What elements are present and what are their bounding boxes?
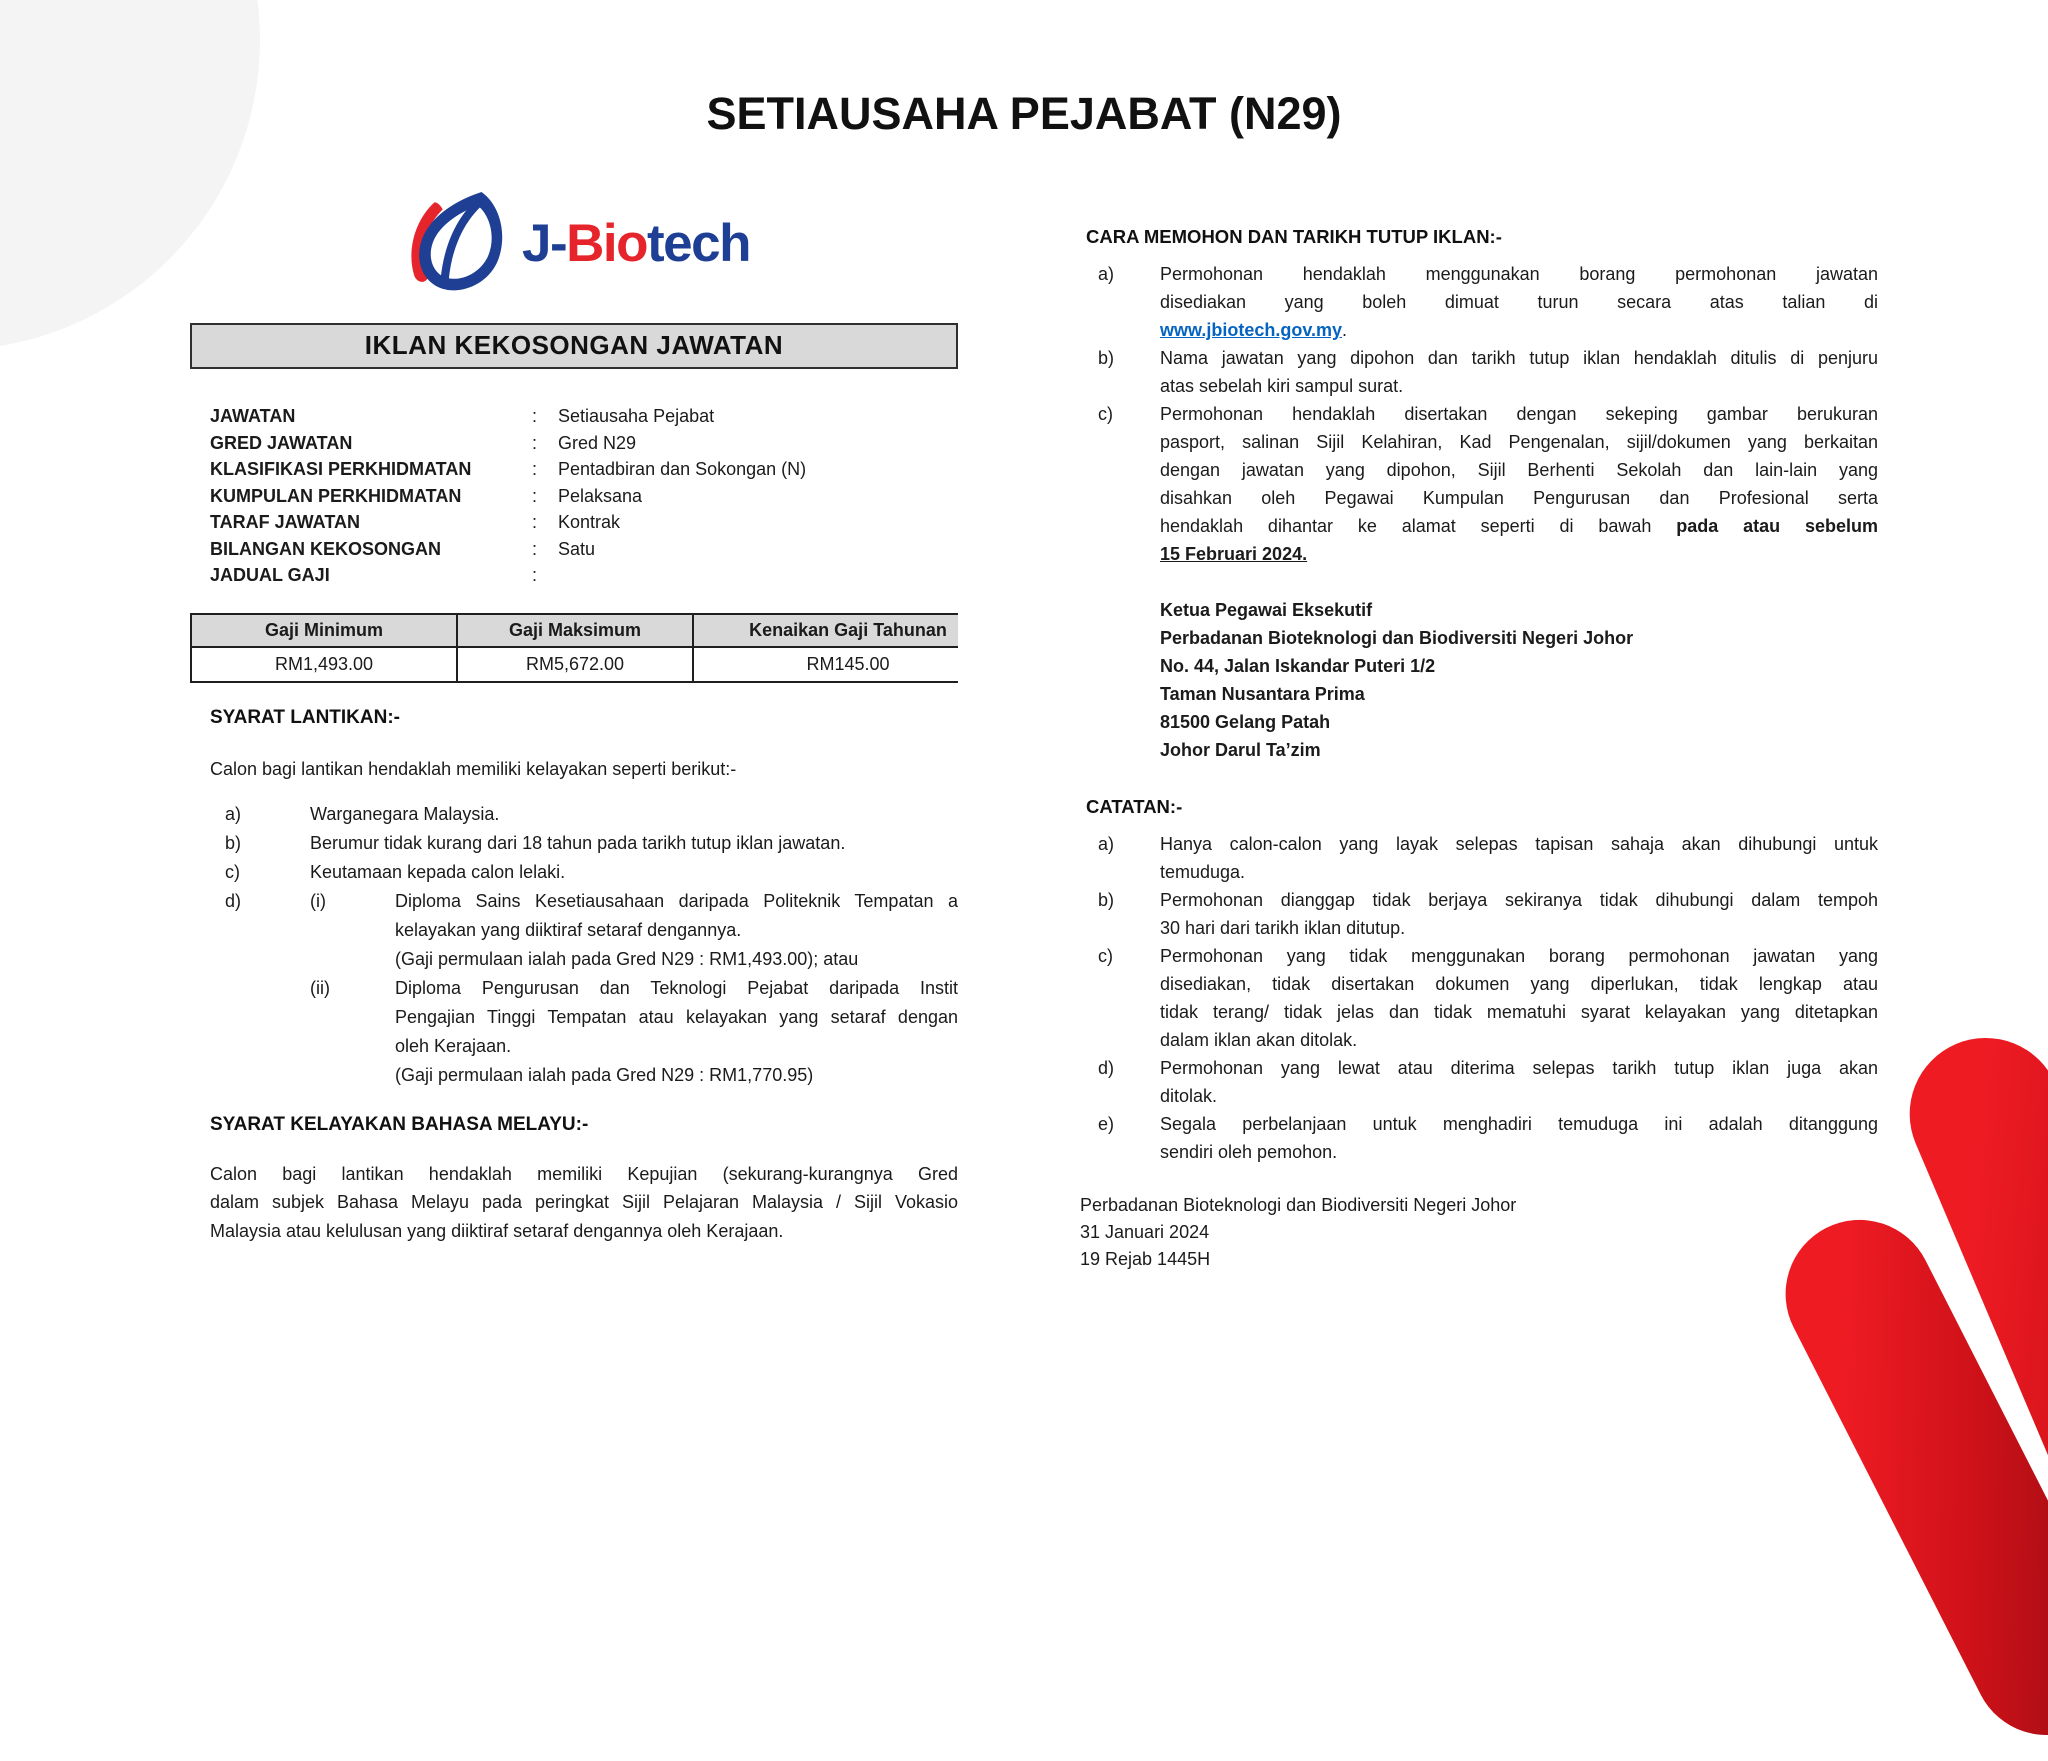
- text-line: Diploma Pengurusan dan Teknologi Pejabat daripada Instit: [395, 977, 958, 998]
- footer-date: 31 Januari 2024: [1080, 1222, 1210, 1242]
- list-marker: a): [1098, 834, 1115, 854]
- text-line: Malaysia atau kelulusan yang diiktiraf setaraf dengannya oleh Kerajaan.: [210, 1220, 784, 1241]
- text-line: sendiri oleh pemohon.: [1160, 1142, 1338, 1162]
- text-line: Berumur tidak kurang dari 18 tahun pada tarikh tutup iklan jawatan.: [310, 832, 846, 853]
- text-line: Hanya calon-calon yang layak selepas tapisan sahaja akan dihubungi untuk: [1160, 834, 1878, 854]
- mailing-address: [1160, 596, 1878, 764]
- job-info-row: [210, 403, 958, 430]
- syarat-bm-heading: SYARAT KELAYAKAN BAHASA MELAYU:-: [210, 1113, 589, 1135]
- text-line: Warganegara Malaysia.: [310, 803, 500, 824]
- address-line: 81500 Gelang Patah: [1160, 712, 1331, 732]
- deadline-date: 15 Februari 2024.: [1160, 544, 1308, 564]
- colon: :: [532, 406, 538, 426]
- job-info-row: [210, 483, 958, 510]
- salary-header-cell: Gaji Maksimum: [457, 614, 693, 647]
- list-item: [1080, 400, 1878, 568]
- colon: :: [532, 565, 538, 585]
- list-item: [190, 800, 958, 829]
- logo-text-tech: tech: [647, 213, 750, 273]
- job-info-value: Setiausaha Pejabat: [558, 406, 715, 426]
- logo-text-j: J-: [522, 213, 567, 273]
- list-marker: b): [1098, 890, 1115, 910]
- job-info-row: [210, 562, 958, 589]
- list-item: [190, 829, 958, 858]
- text-line: oleh Kerajaan.: [395, 1035, 512, 1056]
- page-title: SETIAUSAHA PEJABAT (N29): [706, 88, 1342, 139]
- logo-text-bio: Bio: [566, 213, 648, 273]
- list-item: [1080, 1110, 1878, 1166]
- salary-value-cell: RM145.00: [693, 647, 958, 682]
- list-item: [1080, 942, 1878, 1054]
- list-marker: d): [1098, 1058, 1115, 1078]
- text-line: Permohonan yang lewat atau diterima selepas tarikh tutup iklan juga akan: [1160, 1058, 1878, 1078]
- link-period: .: [1342, 320, 1348, 340]
- text-line: Keutamaan kepada calon lelaki.: [310, 861, 566, 882]
- document-footer: [1080, 1192, 1878, 1273]
- cara-memohon-heading: CARA MEMOHON DAN TARIKH TUTUP IKLAN:-: [1086, 226, 1502, 247]
- vacancy-banner: IKLAN KEKOSONGAN JAWATAN: [190, 323, 958, 369]
- salary-table: [190, 613, 958, 683]
- text-line: 30 hari dari tarikh iklan ditutup.: [1160, 918, 1406, 938]
- footer-hijri-date: 19 Rejab 1445H: [1080, 1249, 1211, 1269]
- text-line: pasport, salinan Sijil Kelahiran, Kad Pengenalan, sijil/dokumen yang berkaitan: [1160, 432, 1878, 452]
- topleft-blob-decoration: [0, 0, 260, 350]
- list-marker: c): [1098, 404, 1113, 424]
- text-line: [1160, 540, 1878, 568]
- salary-value-cell: RM5,672.00: [457, 647, 693, 682]
- job-info-value: [558, 562, 958, 589]
- logo-text: [522, 213, 750, 280]
- list-marker: d): [225, 890, 242, 911]
- sub-list-item: [310, 974, 958, 1090]
- list-item: [1080, 1054, 1878, 1110]
- job-info-value: Satu: [558, 538, 596, 559]
- syarat-bm-paragraph: [190, 1160, 958, 1246]
- list-marker: (i): [310, 890, 326, 911]
- list-marker: c): [1098, 946, 1113, 966]
- colon: :: [532, 485, 538, 506]
- job-info-value: Pentadbiran dan Sokongan (N): [558, 459, 807, 479]
- text-line: Calon bagi lantikan hendaklah memiliki Kepujian (sekurang-kurangnya Gred: [210, 1163, 958, 1184]
- list-marker: (ii): [310, 977, 330, 998]
- text-line: disediakan yang boleh dimuat turun secara atas talian di: [1160, 292, 1878, 312]
- job-info-label: BILANGAN KEKOSONGAN: [210, 538, 442, 559]
- list-item: [1080, 260, 1878, 344]
- text-line: dalam iklan akan ditolak.: [1160, 1030, 1358, 1050]
- text-line: ditolak.: [1160, 1086, 1218, 1106]
- text-line: Permohonan hendaklah disertakan dengan sekeping gambar berukuran: [1160, 404, 1878, 424]
- list-marker: c): [225, 861, 240, 882]
- text-line: Pengajian Tinggi Tempatan atau kelayakan yang setaraf dengan: [395, 1006, 958, 1027]
- text-line: (Gaji permulaan ialah pada Gred N29 : RM1,770.95): [395, 1064, 814, 1085]
- list-item: [1080, 886, 1878, 942]
- cara-memohon-list: [1080, 260, 1878, 568]
- job-info-label: TARAF JAWATAN: [210, 512, 360, 532]
- address-line: No. 44, Jalan Iskandar Puteri 1/2: [1160, 656, 1436, 676]
- list-item: [190, 858, 958, 887]
- syarat-lantikan-heading: SYARAT LANTIKAN:-: [210, 706, 400, 728]
- list-item: [190, 887, 958, 1090]
- left-document-column: [190, 323, 958, 1303]
- address-line: Johor Darul Ta’zim: [1160, 740, 1321, 760]
- job-info-row: [210, 509, 958, 536]
- syarat-lantikan-intro: Calon bagi lantikan hendaklah memiliki kelayakan seperti berikut:-: [210, 758, 737, 779]
- text-line: dalam subjek Bahasa Melayu pada peringkat Sijil Pelajaran Malaysia / Sijil Vokasio: [210, 1192, 958, 1212]
- right-document-column: [1080, 226, 1878, 1273]
- address-line: Ketua Pegawai Eksekutif: [1160, 600, 1373, 620]
- list-item: [1080, 830, 1878, 886]
- catatan-list: [1080, 830, 1878, 1166]
- text-line: Segala perbelanjaan untuk menghadiri temuduga ini adalah ditanggung: [1160, 1114, 1878, 1134]
- sub-list-item: [310, 887, 958, 974]
- text-line: (Gaji permulaan ialah pada Gred N29 : RM1,493.00); atau: [395, 948, 859, 969]
- text-line: temuduga.: [1160, 862, 1246, 882]
- leaf-icon: [402, 190, 514, 302]
- job-info-value: Kontrak: [558, 512, 621, 532]
- text-line: disediakan, tidak disertakan dokumen yang diperlukan, tidak lengkap atau: [1160, 974, 1878, 994]
- catatan-heading: CATATAN:-: [1086, 796, 1183, 817]
- job-info-row: [210, 430, 958, 457]
- list-item: [1080, 344, 1878, 400]
- job-info-label: KUMPULAN PERKHIDMATAN: [210, 485, 462, 506]
- text-line: kelayakan yang diiktiraf setaraf dengannya.: [395, 919, 742, 940]
- text-line: Permohonan yang tidak menggunakan borang permohonan jawatan yang: [1160, 946, 1878, 966]
- jbiotech-link[interactable]: www.jbiotech.gov.my: [1160, 320, 1343, 340]
- job-info-block: [190, 403, 958, 589]
- address-line: Perbadanan Bioteknologi dan Biodiversiti Negeri Johor: [1160, 628, 1634, 648]
- salary-value-cell: RM1,493.00: [191, 647, 457, 682]
- salary-header-cell: Gaji Minimum: [191, 614, 457, 647]
- text-line: atas sebelah kiri sampul surat.: [1160, 376, 1404, 396]
- text-line: Nama jawatan yang dipohon dan tarikh tutup iklan hendaklah ditulis di penjuru: [1160, 348, 1878, 368]
- text-line: [1160, 512, 1878, 540]
- text-line: [1160, 316, 1878, 344]
- list-marker: b): [1098, 348, 1115, 368]
- job-info-row: [210, 536, 958, 563]
- text-line: disahkan oleh Pegawai Kumpulan Pengurusan dan Profesional serta: [1160, 488, 1878, 508]
- text-line: Permohonan dianggap tidak berjaya sekiranya tidak dihubungi dalam tempoh: [1160, 890, 1878, 910]
- colon: :: [532, 432, 538, 453]
- colon: :: [532, 459, 538, 479]
- jbiotech-logo: [402, 186, 750, 306]
- job-info-value: Gred N29: [558, 432, 637, 453]
- job-info-label: GRED JAWATAN: [210, 432, 353, 453]
- list-marker: e): [1098, 1114, 1115, 1134]
- colon: :: [532, 538, 538, 559]
- text-line: Diploma Sains Kesetiausahaan daripada Politeknik Tempatan a: [395, 890, 958, 911]
- text-line: Permohonan hendaklah menggunakan borang permohonan jawatan: [1160, 264, 1878, 284]
- job-info-label: JADUAL GAJI: [210, 565, 330, 585]
- job-info-value: Pelaksana: [558, 485, 643, 506]
- job-info-row: [210, 456, 958, 483]
- address-line: Taman Nusantara Prima: [1160, 684, 1365, 704]
- text-segment-bold: pada atau sebelum: [1676, 516, 1878, 536]
- text-line: tidak terang/ tidak jelas dan tidak mematuhi syarat kelayakan yang ditetapkan: [1160, 1002, 1878, 1022]
- list-marker: b): [225, 832, 242, 853]
- job-info-label: KLASIFIKASI PERKHIDMATAN: [210, 459, 472, 479]
- colon: :: [532, 512, 538, 532]
- text-line: dengan jawatan yang dipohon, Sijil Berhenti Sekolah dan lain-lain yang: [1160, 460, 1878, 480]
- list-marker: a): [225, 803, 242, 824]
- salary-header-cell: Kenaikan Gaji Tahunan: [693, 614, 958, 647]
- syarat-lantikan-list: [190, 800, 958, 1090]
- list-marker: a): [1098, 264, 1115, 284]
- job-info-label: JAWATAN: [210, 406, 296, 426]
- footer-organisation: Perbadanan Bioteknologi dan Biodiversiti Negeri Johor: [1080, 1195, 1517, 1215]
- text-segment: hendaklah dihantar ke alamat seperti di bawah: [1160, 516, 1677, 536]
